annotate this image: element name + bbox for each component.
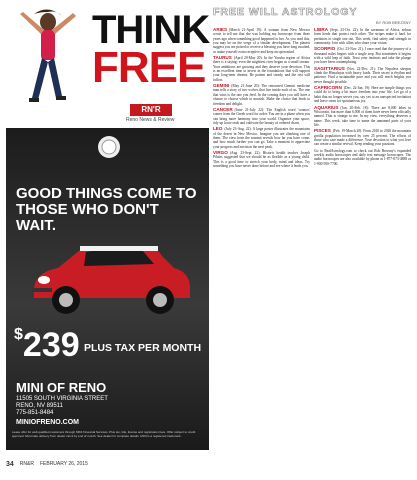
horoscope-columns bbox=[213, 28, 411, 170]
sign-text: (Aug. 23-Sept. 22): Historic health teacher Joseph Pilates suggested that we should be as flexible as a young child. This is a good time to stretch your body, mind and ideas. Try something you have never done before and see where it leads you. bbox=[213, 150, 310, 168]
sign-text: (July 23-Aug. 22): A large poster illustrates the mountains of the desert in New Mexico. Imagine you are climbing one of them. The view from the summit reveals how far you have come, and how much further you can go. Take a moment to appreciate your progress and envision the next peak. bbox=[213, 127, 310, 149]
address-line1: 11505 SOUTH VIRGINIA STREET bbox=[16, 396, 108, 402]
price-symbol: $ bbox=[14, 326, 23, 343]
sign-name: SCORPIO bbox=[314, 46, 336, 52]
mini-car-image bbox=[24, 236, 194, 320]
sign-name: PISCES bbox=[314, 128, 331, 134]
sign-name: ARIES bbox=[213, 27, 228, 32]
astrology-column bbox=[213, 6, 411, 458]
sign-text: (Feb. 19-March 20): From 2010 to 2020 the mountain gorilla population increased by over 25 percent. The efforts of those who care made a difference. Your devotion to what you love can create a similar revival. Keep tending your passions. bbox=[314, 129, 411, 147]
page-number: 34 bbox=[6, 460, 14, 468]
astrology-byline: BY ROB BREZSNY bbox=[375, 20, 411, 25]
ad-headline: GOOD THINGS COME TO THOSE WHO DON'T WAIT. bbox=[16, 185, 197, 234]
sign-name: AQUARIUS bbox=[314, 104, 339, 110]
woman-jumping-image bbox=[12, 8, 82, 118]
sign-name: CAPRICORN bbox=[314, 85, 342, 91]
sign-name: LIBRA bbox=[314, 27, 329, 32]
horoscope-entry bbox=[213, 84, 310, 106]
horoscope-entry bbox=[314, 67, 411, 84]
horoscope-entry bbox=[213, 108, 310, 125]
horoscope-entry bbox=[213, 151, 310, 168]
sign-name: GEMINI bbox=[213, 83, 230, 89]
price bbox=[14, 326, 80, 365]
dealer-url[interactable]: MINIOFRENO.COM bbox=[16, 419, 79, 426]
horoscope-col-1 bbox=[213, 28, 310, 170]
horoscope-entry bbox=[314, 28, 411, 45]
issue-date: FEBRUARY 26, 2015 bbox=[39, 461, 88, 467]
sign-text: (Jan. 20-Feb. 18): There are 8,000 lakes in Wisconsin, but more than 6,000 of them have never been officially named. That is strange to me. In my view, everything deserves a name. This week, take time to name the unnamed parts of your life. bbox=[314, 105, 411, 127]
sign-text: Go to RealAstrology.com to check out Rob Brezsny's expanded weekly audio horoscopes and daily text message horoscopes. The audio horoscopes are also available by phone at 1-877-873-4888 or 1-900-950-7700. bbox=[314, 148, 411, 166]
free-headline: FREE bbox=[92, 43, 206, 92]
rnr-tagline: Reno News & Review bbox=[126, 117, 175, 123]
sign-name: CANCER bbox=[213, 106, 233, 112]
horoscope-entry bbox=[314, 129, 411, 146]
sign-text: (April 20-May 20): In the Yoruba region of Africa there is a saying: even the mightiest river began as a small stream. Your ambitions are growing and they deserve your devotion. This is an excellent time to invest in the foundations that will support your long-term dreams. Be patient and steady, and the rest will follow. bbox=[213, 56, 310, 82]
sign-text: (Sept. 23-Oct. 22): In the savannas of Africa, zebras form herds that protect each other. The stripes make it hard for predators to single one out. This week, find safety and strength in community. Join with allies who share your vision. bbox=[314, 28, 411, 46]
dealer-name: MINI OF RENO bbox=[16, 380, 107, 395]
horoscope-entry bbox=[314, 47, 411, 64]
sign-name: LEO bbox=[213, 126, 223, 132]
fine-print: Lease offer for well-qualified customers through MINI Financial Services. Plus tax, title, license and registration fees. Offer subject to credit approval. Must take delivery from dealer stock by end of month. See dealer for complete details. MINI is a registered trademark. bbox=[12, 430, 196, 438]
think-headline: THINK bbox=[92, 8, 210, 52]
horoscope-col-2 bbox=[314, 28, 411, 170]
page-footer bbox=[6, 458, 411, 470]
horoscope-entry bbox=[213, 56, 310, 82]
sign-text: (June 21-July 22): The English word 'cosmos' comes from the Greek word for order. You are in a phase when you can bring more harmony into your world. Organize your space, tidy up loose ends and cultivate the beauty of ordered chaos. bbox=[213, 107, 310, 125]
think-free-ad[interactable] bbox=[6, 6, 209, 126]
horoscope-entry bbox=[213, 127, 310, 149]
sign-text: (Oct. 23-Nov. 21): I once read that the journey of a thousand miles begins with a single step. But sometimes it begins with a wild leap of faith. Trust your instincts and take the plunge you have been contemplating. bbox=[314, 47, 411, 65]
sign-name: SAGITTARIUS bbox=[314, 65, 345, 71]
horoscope-entry bbox=[314, 149, 411, 166]
horoscope-entry bbox=[314, 86, 411, 103]
sign-name: VIRGO bbox=[213, 149, 228, 155]
paper-name: RN&R bbox=[19, 461, 34, 467]
rnr-logo: RN'R bbox=[130, 104, 172, 116]
dealer-phone: 775-851-8484 bbox=[16, 410, 54, 416]
sign-text: (Dec. 22-Jan. 19): Here are simple things you could do to bring a bit more freedom into your life. Let go of a habit that no longer serves you, say yes to an unexpected invitation and leave room for spontaneous joy. bbox=[314, 86, 411, 104]
astrology-title: FREE WILL ASTROLOGY bbox=[213, 6, 358, 18]
sign-text: (May 21-June 20): The renowned Gemini medicine man tells a story of two wolves that live inside each of us. The one that wins is the one you feed. In the coming days you will have a chance to choose which to nourish. Make the choice that leads to freedom and delight. bbox=[213, 84, 310, 106]
address-line2: RENO, NV 89511 bbox=[16, 403, 63, 409]
horoscope-entry bbox=[213, 28, 310, 54]
dealer-address bbox=[16, 396, 108, 417]
sign-text: (Nov. 22-Dec. 21): The Nepalese sherpas climb the Himalayas with heavy loads. Their secret is rhythm and patience. Find a sustainable pace and you will reach heights you never thought possible. bbox=[314, 66, 411, 84]
sign-name: TAURUS bbox=[213, 55, 232, 61]
price-value: 239 bbox=[22, 326, 80, 364]
sign-text: (March 21-April 19): A woman from New Mexico wrote to tell me that she was holding my horoscope from three years ago when something good happened to her. As you read this, you may be on the verge of a similar development. The planets suggest you are poised to receive a blessing you have long awaited, so make yourself extra receptive and keep an open mind. bbox=[213, 28, 311, 54]
horoscope-entry bbox=[314, 106, 411, 128]
mini-cooper-ad[interactable] bbox=[6, 128, 209, 450]
left-column bbox=[6, 6, 209, 458]
headlight-icon bbox=[96, 134, 122, 160]
price-note: PLUS TAX PER MONTH bbox=[84, 342, 202, 354]
